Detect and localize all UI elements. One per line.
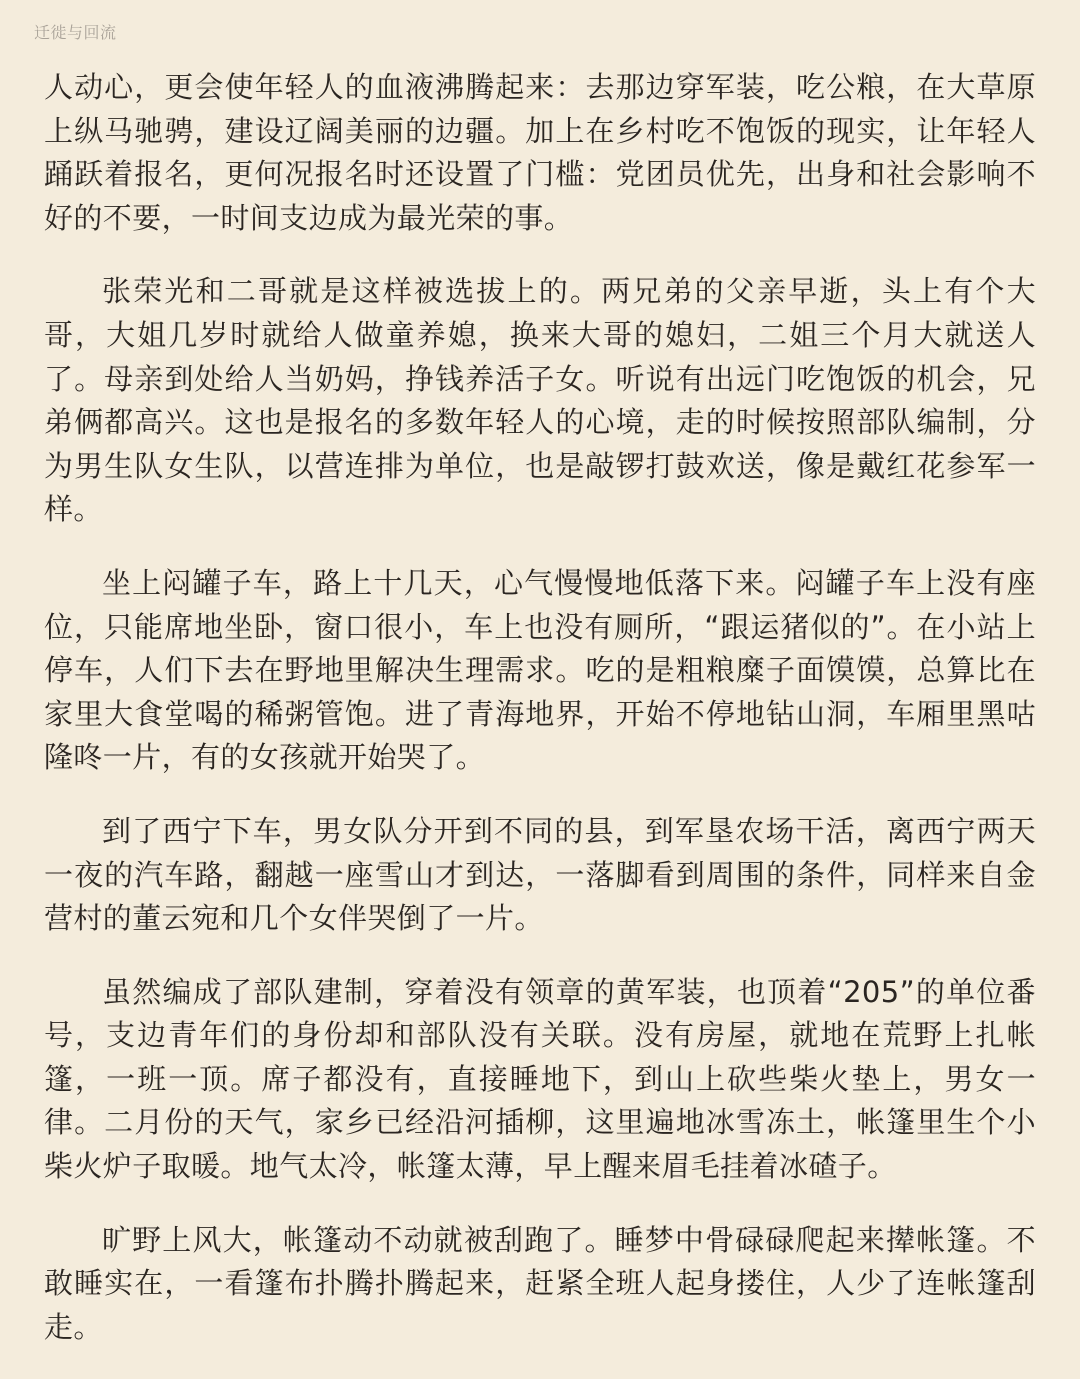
paragraph-2: 张荣光和二哥就是这样被选拔上的。两兄弟的父亲早逝，头上有个大哥，大姐几岁时就给人做童养媳，换来大哥的媳妇，二姐三个月大就送人了。母亲到处给人当奶妈，挣钱养活子女。听说有出远门吃饱饭的机会，兄弟俩都高兴。这也是报名的多数年轻人的心境，走的时候按照部队编制，分为男生队女生队，以营连排为单位，也是敲锣打鼓欢送，像是戴红花参军一样。 [44, 274, 1036, 527]
paragraph-6: 旷野上风大，帐篷动不动就被刮跑了。睡梦中骨碌碌爬起来撵帐篷。不敢睡实在，一看篷布扑腾扑腾起来，赶紧全班人起身搂住，人少了连帐篷刮走。 [44, 1222, 1036, 1344]
chapter-body [44, 66, 1036, 1379]
book-title-header: 迁徙与回流 [34, 23, 117, 42]
paragraph-3: 坐上闷罐子车，路上十几天，心气慢慢地低落下来。闷罐子车上没有座位，只能席地坐卧，窗口很小，车上也没有厕所，“跟运猪似的”。在小站上停车，人们下去在野地里解决生理需求。吃的是粗粮糜子面馍馍，总算比在家里大食堂喝的稀粥管饱。进了青海地界，开始不停地钻山洞，车厢里黑咕隆咚一片，有的女孩就开始哭了。 [44, 565, 1036, 775]
paragraph-1: 人动心，更会使年轻人的血液沸腾起来：去那边穿军装，吃公粮，在大草原上纵马驰骋，建设辽阔美丽的边疆。加上在乡村吃不饱饭的现实，让年轻人踊跃着报名，更何况报名时还设置了门槛：党团员优先，出身和社会影响不好的不要，一时间支边成为最光荣的事。 [44, 70, 1036, 235]
paragraph-5: 虽然编成了部队建制，穿着没有领章的黄军装，也顶着“205”的单位番号，支边青年们的身份却和部队没有关联。没有房屋，就地在荒野上扎帐篷，一班一顶。席子都没有，直接睡地下，到山上砍些柴火垫上，男女一律。二月份的天气，家乡已经沿河插柳，这里遍地冰雪冻土，帐篷里生个小柴火炉子取暖。地气太冷，帐篷太薄，早上醒来眉毛挂着冰碴子。 [44, 974, 1036, 1184]
paragraph-4: 到了西宁下车，男女队分开到不同的县，到军垦农场干活，离西宁两天一夜的汽车路，翻越一座雪山才到达，一落脚看到周围的条件，同样来自金营村的董云宛和几个女伴哭倒了一片。 [44, 813, 1036, 936]
